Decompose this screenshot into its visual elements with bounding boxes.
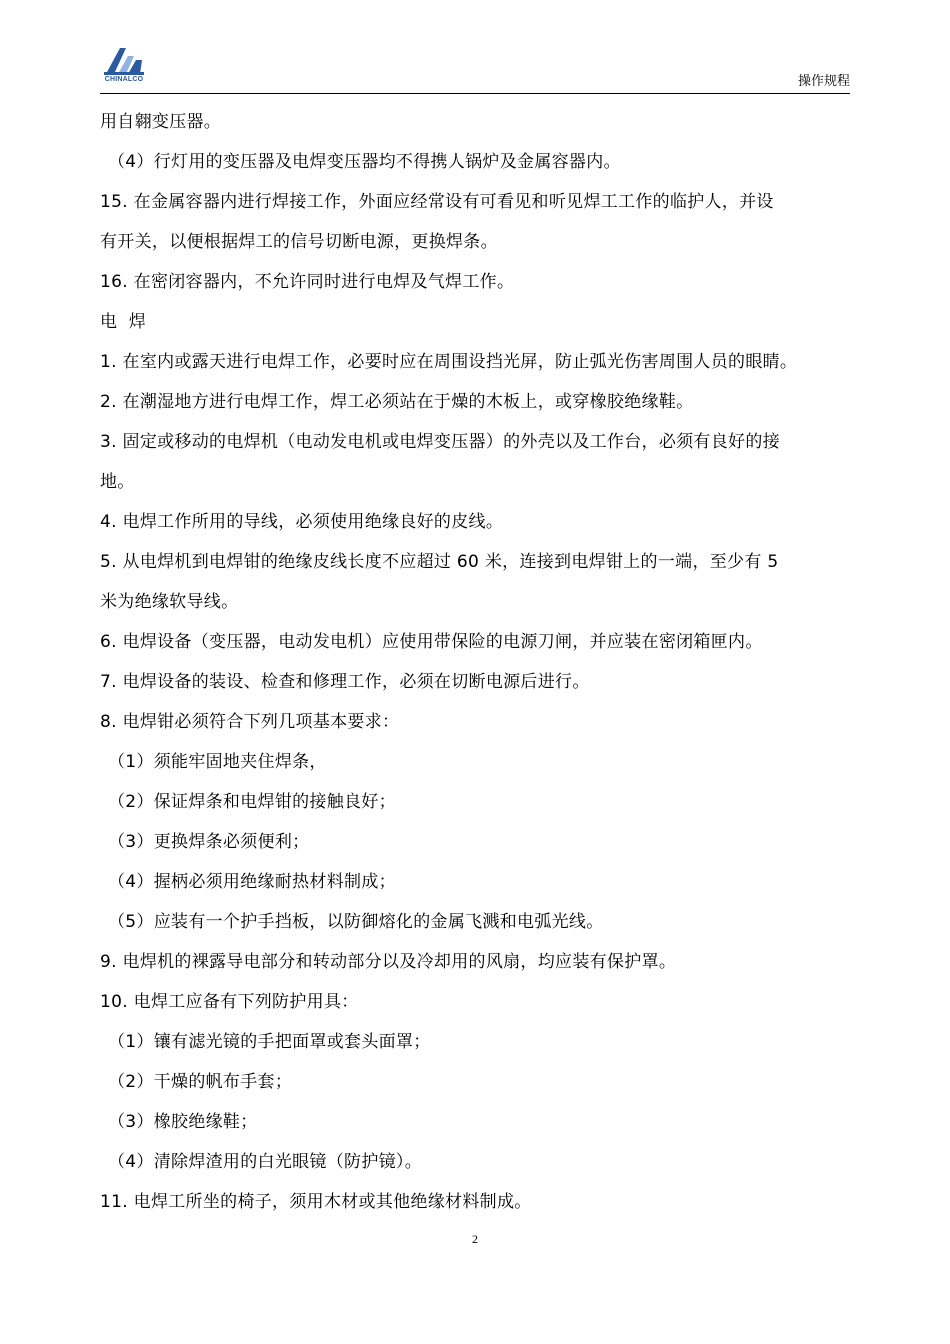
list-item: （1）须能牢固地夹住焊条， (108, 752, 327, 772)
page-number: 2 (472, 1232, 478, 1246)
list-item: （3）更换焊条必须便利； (108, 832, 310, 852)
logo-text: CHINALCO (104, 76, 144, 83)
paragraph-line: 3. 固定或移动的电焊机（电动发电机或电焊变压器）的外壳以及工作台，必须有良好的接 (100, 432, 780, 452)
paragraph-line: 8. 电焊钳必须符合下列几项基本要求： (100, 712, 400, 732)
paragraph-line: 米为绝缘软导线。 (100, 592, 239, 612)
paragraph-line: 7. 电焊设备的装设、检查和修理工作，必须在切断电源后进行。 (100, 672, 590, 692)
paragraph-line: 6. 电焊设备（变压器，电动发电机）应使用带保险的电源刀闸，并应装在密闭箱匣内。 (100, 632, 763, 652)
paragraph-line: 4. 电焊工作所用的导线，必须使用绝缘良好的皮线。 (100, 512, 504, 532)
list-item: （4）清除焊渣用的白光眼镜（防护镜）。 (108, 1152, 423, 1172)
list-item: （1）镶有滤光镜的手把面罩或套头面罩； (108, 1032, 431, 1052)
list-item: （5）应装有一个护手挡板，以防御熔化的金属飞溅和电弧光线。 (108, 912, 604, 932)
paragraph-line: 地。 (100, 472, 135, 492)
list-item: （3）橡胶绝缘鞋； (108, 1112, 258, 1132)
paragraph-line: 10. 电焊工应备有下列防护用具： (100, 992, 359, 1012)
document-body (100, 102, 852, 1222)
list-item: （2）干燥的帆布手套； (108, 1072, 293, 1092)
page-header (0, 0, 950, 100)
paragraph-line: 15. 在金属容器内进行焊接工作，外面应经常设有可看见和听见焊工工作的临护人，并设 (100, 192, 774, 212)
paragraph-line: （4）行灯用的变压器及电焊变压器均不得携人锅炉及金属容器内。 (108, 152, 621, 172)
paragraph-line: 5. 从电焊机到电焊钳的绝缘皮线长度不应超过 60 米，连接到电焊钳上的一端，至少有 5 (100, 552, 779, 572)
list-item: （2）保证焊条和电焊钳的接触良好； (108, 792, 396, 812)
header-divider (100, 93, 850, 94)
paragraph-line: 2. 在潮湿地方进行电焊工作，焊工必须站在于燥的木板上，或穿橡胶绝缘鞋。 (100, 392, 694, 412)
header-title: 操作规程 (797, 74, 850, 89)
list-item: （4）握柄必须用绝缘耐热材料制成； (108, 872, 396, 892)
paragraph-line: 16. 在密闭容器内，不允许同时进行电焊及气焊工作。 (100, 272, 515, 292)
paragraph-line: 用自翱变压器。 (100, 112, 222, 132)
paragraph-line: 有开关，以便根据焊工的信号切断电源，更换焊条。 (100, 232, 498, 252)
paragraph-line: 9. 电焊机的裸露导电部分和转动部分以及冷却用的风扇，均应装有保护罩。 (100, 952, 677, 972)
paragraph-line: 11. 电焊工所坐的椅子，须用木材或其他绝缘材料制成。 (100, 1192, 532, 1212)
paragraph-line: 1. 在室内或露天进行电焊工作，必要时应在周围设挡光屏，防止弧光伤害周围人员的眼睛。 (100, 352, 798, 372)
section-heading: 电 焊 (100, 312, 147, 332)
